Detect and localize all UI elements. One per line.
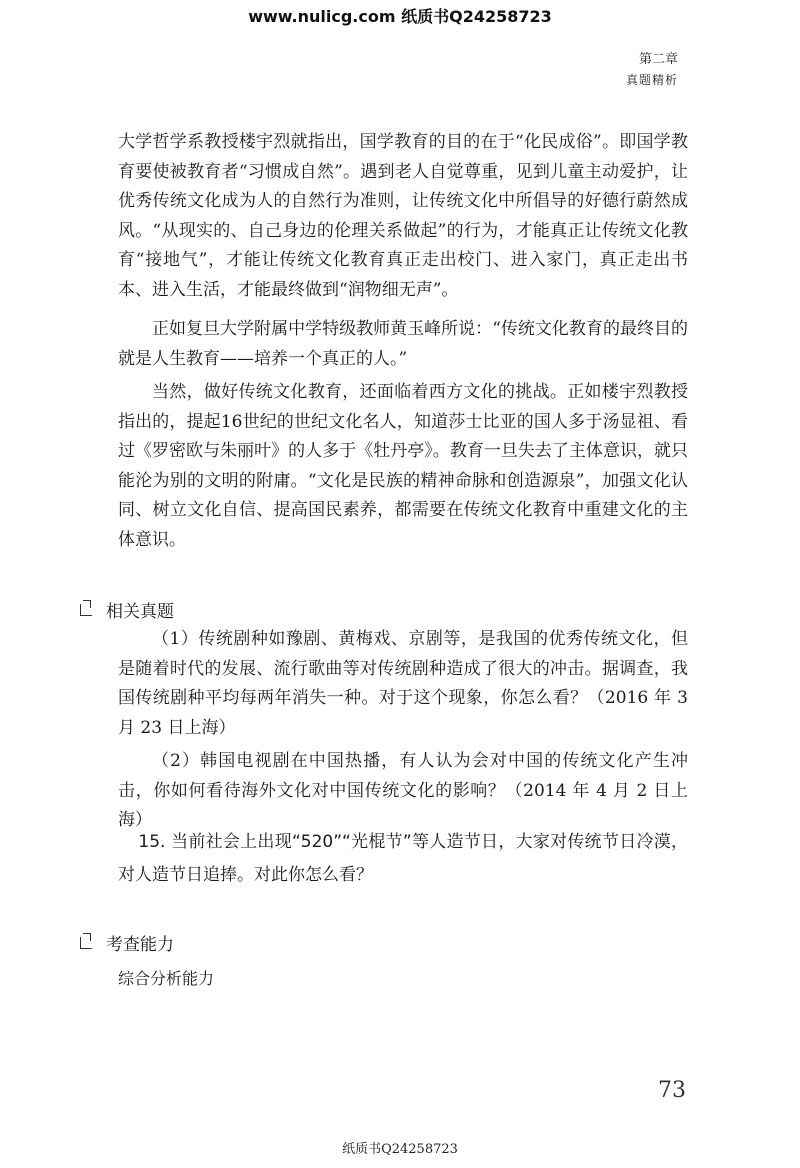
body-section <box>118 128 688 555</box>
related-question-1: （1）传统剧种如豫剧、黄梅戏、京剧等，是我国的优秀传统文化，但是随着时代的发展、流行歌曲等对传统剧种造成了很大的冲击。据调查，我国传统剧种平均每两年消失一种。对于这个现象，你怎么看？（2016 年 3 月 23 日上海） <box>118 629 688 738</box>
ability-value: 综合分析能力 <box>118 969 215 988</box>
bottom-watermark: 纸质书Q24258723 <box>342 1142 458 1157</box>
top-watermark: www.nulicg.com 纸质书Q24258723 <box>248 7 552 26</box>
page-number: 73 <box>658 1078 686 1103</box>
chapter-title: 第二章 <box>638 52 678 67</box>
chapter-header <box>626 50 678 90</box>
section-marker-icon <box>80 937 92 949</box>
paragraph-1: 大学哲学系教授楼宇烈就指出，国学教育的目的在于“化民成俗”。即国学教育要使被教育者“习惯成自然”。遇到老人自觉尊重，见到儿童主动爱护，让优秀传统文化成为人的自然行为准则，让传统文化中所倡导的好德行蔚然成风。“从现实的、自己身边的伦理关系做起”的行为，才能真正让传统文化教育“接地气”，才能让传统文化教育真正走出校门、进入家门，真正走出书本、进入生活，才能最终做到“润物细无声”。 <box>118 132 688 300</box>
related-questions-heading <box>80 597 174 622</box>
section-marker-icon <box>80 604 92 616</box>
chapter-subtitle: 真题精析 <box>625 73 678 87</box>
related-questions <box>118 625 688 836</box>
question-15: 15. 当前社会上出现“520”“光棍节”等人造节日，大家对传统节日冷漠，对人造节日追捧。对此你怎么看？ <box>118 832 688 885</box>
ability-heading-label: 考查能力 <box>106 935 174 955</box>
ability-heading <box>80 930 174 955</box>
paragraph-2: 正如复旦大学附属中学特级教师黄玉峰所说：“传统文化教育的最终目的就是人生教育——培养一个真正的人。” <box>118 319 688 369</box>
paragraph-3: 当然，做好传统文化教育，还面临着西方文化的挑战。正如楼宇烈教授指出的，提起16世纪的世纪文化名人，知道莎士比亚的国人多于汤显祖、看过《罗密欧与朱丽叶》的人多于《牡丹亭》。教育一旦失去了主体意识，就只能沦为别的文明的附庸。“文化是民族的精神命脉和创造源泉”，加强文化认同、树立文化自信、提高国民素养，都需要在传统文化教育中重建文化的主体意识。 <box>118 382 688 550</box>
related-question-2: （2）韩国电视剧在中国热播，有人认为会对中国的传统文化产生冲击，你如何看待海外文化对中国传统文化的影响？（2014 年 4 月 2 日上海） <box>118 751 688 830</box>
related-heading-label: 相关真题 <box>106 602 174 622</box>
